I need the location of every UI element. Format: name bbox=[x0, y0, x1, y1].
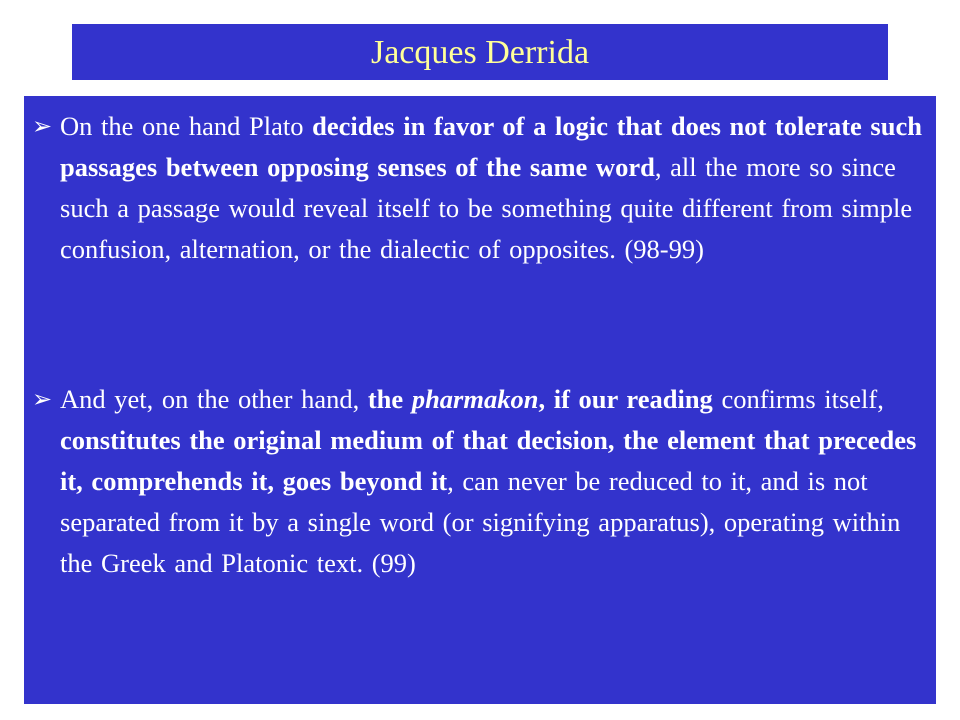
bullet-item bbox=[32, 106, 932, 270]
arrow-bullet-icon: ➢ bbox=[32, 385, 53, 413]
text-segment: , can never be reduced to it, and is not separated from it by a single word (or signifying apparatus), operating within the Greek and Platonic text. (99) bbox=[60, 466, 901, 578]
bullet-text bbox=[60, 379, 932, 584]
title-bar bbox=[72, 24, 888, 80]
content-panel bbox=[24, 96, 936, 704]
text-segment-bold: decides in favor of a logic that does not tolerate such passages between opposing senses of the same word bbox=[60, 111, 922, 182]
text-segment-bold-italic bbox=[412, 384, 539, 414]
bullet-item bbox=[32, 379, 932, 584]
slide-title: Jacques Derrida bbox=[370, 34, 590, 71]
text-segment: confirms itself, bbox=[712, 384, 884, 414]
arrow-bullet-icon: ➢ bbox=[32, 112, 53, 140]
text-segment-bold: the bbox=[367, 384, 412, 414]
text-segment-bold: , if our reading bbox=[538, 384, 713, 414]
text-segment: , all the more so since such a passage would reveal itself to be something quite different from simple confusion, alternation, or the dialectic of opposites. (98-99) bbox=[60, 152, 913, 264]
text-segment: And yet, on the other hand, bbox=[60, 384, 368, 414]
text-segment-bold: constitutes the original medium of that decision, the element that precedes it, comprehends it, goes beyond it bbox=[60, 425, 917, 496]
bullet-text bbox=[60, 106, 932, 270]
text-segment: On the one hand Plato bbox=[60, 111, 313, 141]
pharmakon-term: pharmakon bbox=[411, 384, 539, 414]
